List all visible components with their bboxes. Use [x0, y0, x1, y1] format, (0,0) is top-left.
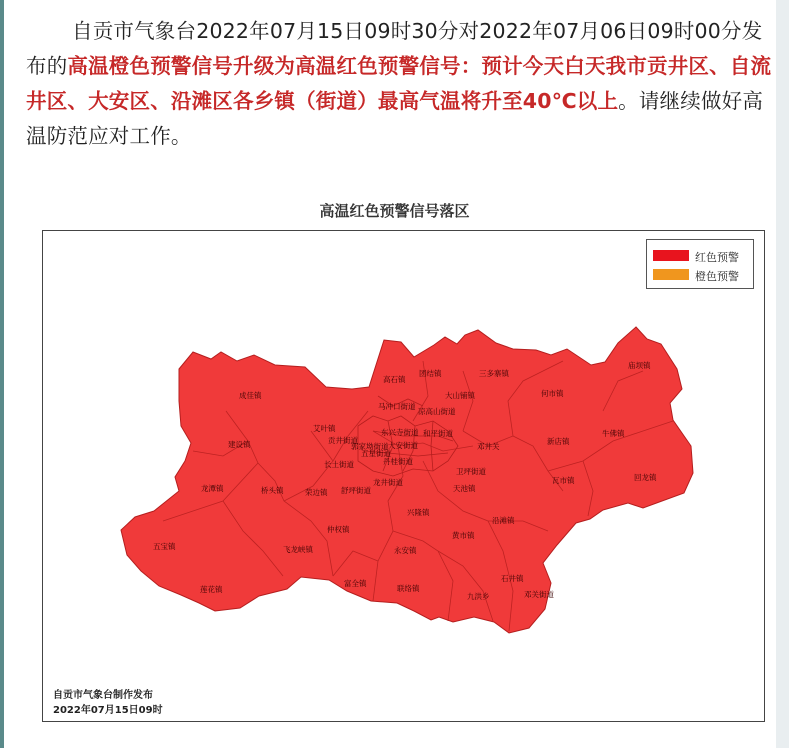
notice-outro: 。请继续做好高温防范应对工作。 [26, 89, 764, 148]
town-label: 联络镇 [397, 584, 420, 593]
town-label: 永安镇 [394, 546, 417, 555]
town-label: 仲权镇 [327, 525, 350, 534]
page-left-border [0, 0, 4, 748]
map-title: 高温红色预警信号落区 [319, 202, 470, 220]
town-label: 天池镇 [453, 484, 476, 493]
warning-notice-text [26, 14, 776, 154]
town-label: 荣边镇 [305, 488, 328, 497]
town-label: 邓井关 [477, 442, 500, 451]
legend-swatch-red [653, 250, 689, 261]
town-label: 飞龙峡镇 [283, 545, 313, 554]
town-label: 龙井街道 [373, 478, 403, 487]
town-label: 兴隆镇 [407, 508, 430, 517]
legend-swatch-orange [653, 269, 689, 280]
town-label: 五星街道 [361, 449, 391, 458]
town-label: 五宝镇 [153, 542, 176, 551]
town-label: 团结镇 [419, 369, 442, 378]
town-label: 三多寨镇 [479, 369, 509, 378]
town-label: 桥头镇 [261, 486, 284, 495]
town-label: 东兴寺街道 [381, 428, 419, 437]
legend-label-red: 红色预警 [695, 251, 739, 264]
town-label: 莲花镇 [200, 585, 223, 594]
town-label: 何市镇 [541, 389, 564, 398]
town-label: 回龙镇 [634, 473, 657, 482]
town-label: 牛佛镇 [602, 429, 625, 438]
town-label: 艾叶镇 [313, 424, 336, 433]
town-label: 石井镇 [501, 574, 524, 583]
town-label: 瓦市镇 [552, 476, 575, 485]
warning-map-frame [42, 230, 765, 722]
warning-map [43, 231, 764, 721]
town-label: 大安街道 [388, 441, 418, 450]
publisher-label: 自贡市气象台制作发布 [53, 690, 153, 701]
town-label: 龙潭镇 [201, 484, 224, 493]
town-label: 高石镇 [383, 375, 406, 384]
town-label: 庙坝镇 [628, 361, 651, 370]
town-label: 成佳镇 [239, 391, 262, 400]
legend-label-orange: 橙色预警 [695, 270, 739, 283]
town-label: 建设镇 [228, 440, 251, 449]
town-label: 黄市镇 [452, 531, 475, 540]
map-legend [646, 239, 754, 289]
town-label: 新店镇 [547, 437, 570, 446]
notice-highlight: 高温橙色预警信号升级为高温红色预警信号：预计今天白天我市贡井区、自流井区、大安区、沿滩区各乡镇（街道）最高气温将升至40℃以上 [26, 54, 772, 113]
page-scrollbar-track [776, 0, 789, 748]
town-label: 贡井街道 [328, 436, 358, 445]
town-label: 富全镇 [344, 579, 367, 588]
town-label: 沿滩镇 [492, 516, 515, 525]
town-label: 大山铺镇 [445, 391, 475, 400]
town-label: 舒坪街道 [341, 486, 371, 495]
town-label: 郭家坳街道 [351, 442, 389, 451]
issue-time-label: 2022年07月15日09时 [53, 705, 163, 716]
town-label: 九洪乡 [467, 592, 490, 601]
town-label: 邓关街道 [524, 590, 554, 599]
town-label: 丹桂街道 [383, 457, 413, 466]
town-label: 凉高山街道 [418, 407, 456, 416]
notice-intro: 自贡市气象台2022年07月15日09时30分对2022年07月06日09时00分发布的 [26, 19, 763, 78]
town-label: 和平街道 [423, 429, 453, 438]
town-label: 长土街道 [324, 460, 354, 469]
town-label: 马冲口街道 [378, 402, 416, 411]
town-label: 卫坪街道 [456, 467, 486, 476]
